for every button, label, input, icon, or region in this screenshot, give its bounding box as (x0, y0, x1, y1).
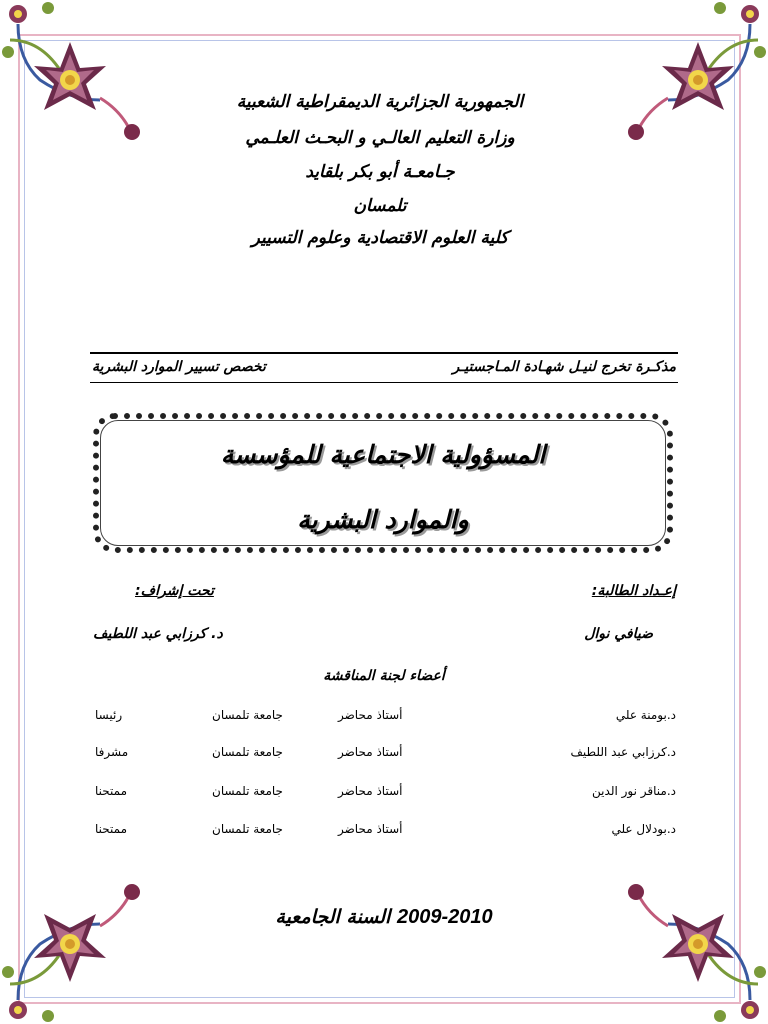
thesis-type: مذكـرة تخرج لنيـل شهـادة المـاجستيـر (452, 359, 676, 375)
academic-year-label: السنة الجامعية (275, 906, 391, 928)
header-republic: الجمهورية الجزائرية الديمقراطية الشعبية (236, 92, 524, 112)
thesis-specialty: تخصص تسيير الموارد البشرية (92, 359, 266, 375)
corner-ornament-top-right (618, 0, 768, 150)
member-role: ممتحنا (95, 784, 128, 798)
thesis-title-line2: والموارد البشرية (297, 505, 469, 534)
member-institution: جامعة تلمسان (212, 708, 283, 722)
member-rank: أستاذ محاضر (338, 745, 403, 759)
member-institution: جامعة تلمسان (212, 822, 283, 836)
member-role: ممتحنا (95, 822, 128, 836)
student-label: إعـداد الطالبة: (591, 583, 676, 599)
student-name: ضيافي نوال (584, 626, 653, 642)
member-rank: أستاذ محاضر (338, 822, 403, 836)
supervisor-name: د. كرزابي عبد اللطيف (93, 626, 223, 642)
academic-year (0, 906, 768, 929)
member-institution: جامعة تلمسان (212, 745, 283, 759)
member-name: د.كرزابي عبد اللطيف (570, 745, 676, 759)
member-role: رئيسا (95, 708, 123, 722)
academic-year-value: 2009-2010 (396, 906, 493, 928)
member-name: د.بومنة علي (615, 708, 676, 722)
supervisor-label: تحت إشراف: (135, 583, 214, 599)
committee-heading: أعضاء لجنة المناقشة (323, 668, 445, 684)
header-faculty: كلية العلوم الاقتصادية وعلوم التسيير (251, 228, 509, 248)
member-name: د.مناقر نور الدين (592, 784, 676, 798)
header-city: تلمسان (353, 196, 407, 216)
header-university: جـامعـة أبو بكر بلقايد (305, 162, 455, 182)
member-rank: أستاذ محاضر (338, 784, 403, 798)
corner-ornament-bottom-right (618, 874, 768, 1024)
member-role: مشرفا (95, 745, 129, 759)
top-rule (90, 352, 678, 354)
header-ministry: وزارة التعليم العالـي و البحـث العلـمي (245, 128, 515, 148)
thesis-title-line1: المسؤولية الاجتماعية للمؤسسة (220, 440, 546, 469)
corner-ornament-bottom-left (0, 874, 150, 1024)
member-rank: أستاذ محاضر (338, 708, 403, 722)
bottom-rule (90, 382, 678, 383)
corner-ornament-top-left (0, 0, 150, 150)
member-name: د.بودلال علي (611, 822, 676, 836)
member-institution: جامعة تلمسان (212, 784, 283, 798)
